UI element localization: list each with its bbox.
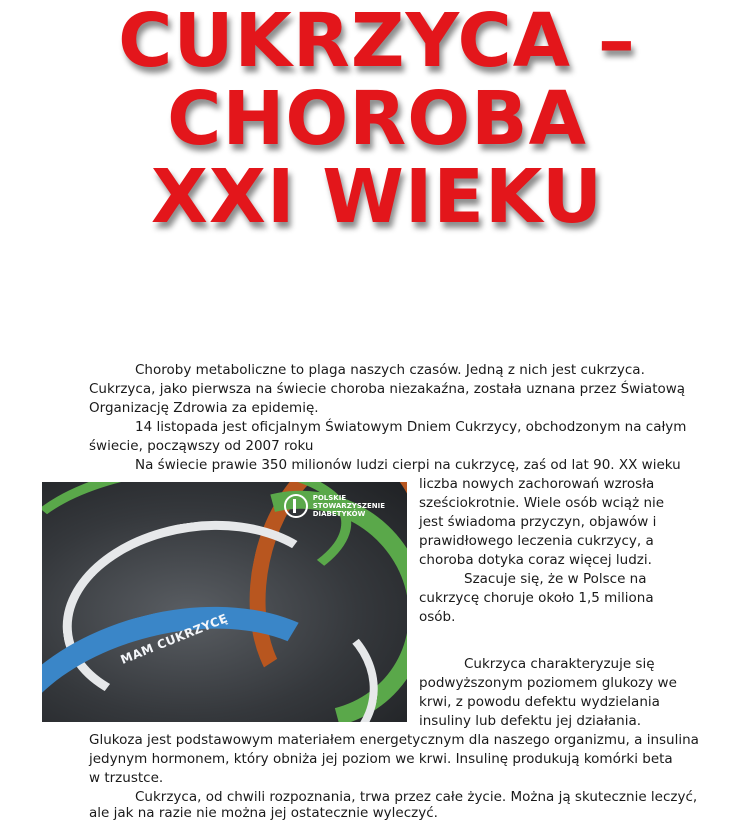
paragraph-6-line-1: Cukrzyca, od chwili rozpoznania, trwa przez całe życie. Można ją skutecznie leczyć, [135,789,698,805]
paragraph-2-line-1: 14 listopada jest oficjalnym Światowym Dniem Cukrzycy, obchodzonym na całym [135,419,687,435]
paragraph-1-line-3: Organizację Zdrowia za epidemię. [89,400,319,416]
paragraph-3-line-4: jest świadoma przyczyn, objawów i [419,514,657,530]
logo-line-1: POLSKIE [312,494,347,502]
paragraph-5-line-6: jedynym hormonem, który obniża jej poziom we krwi. Insulinę produkują komórki beta [89,751,673,767]
paragraph-5-line-3: krwi, z powodu defektu wydzielania [419,694,660,710]
paragraph-4-line-1: Szacuje się, że w Polsce na [464,571,647,587]
paragraph-2-line-2: świecie, począwszy od 2007 roku [89,438,314,454]
association-logo-icon [284,494,308,518]
title-line-1: CUKRZYCA – [118,0,636,84]
association-logo [284,494,385,518]
paragraph-4-line-3: osób. [419,609,456,625]
paragraph-5-line-7: w trzustce. [89,770,164,786]
paragraph-4-line-2: cukrzycę choruje około 1,5 miliona [419,590,654,606]
band-text: MAM CUKRZYCĘ [118,611,230,667]
wristbands-photo [42,482,407,722]
paragraph-1-line-1: Choroby metaboliczne to plaga naszych czasów. Jedną z nich jest cukrzyca. [135,362,645,378]
page-title [0,0,754,240]
paragraph-3-line-2: liczba nowych zachorowań wzrosła [419,476,655,492]
paragraph-5-line-1: Cukrzyca charakteryzuje się [464,656,655,672]
paragraph-3-line-3: sześciokrotnie. Wiele osób wciąż nie [419,495,665,511]
paragraph-6-line-2: ale jak na razie nie można jej ostatecznie wyleczyć. [89,805,438,821]
paragraph-3-line-5: prawidłowego leczenia cukrzycy, a [419,533,654,549]
title-line-3: XXI WIEKU [150,154,604,240]
paragraph-3-line-6: choroba dotyka coraz więcej ludzi. [419,552,652,568]
paragraph-5-line-2: podwyższonym poziomem glukozy we [419,675,677,691]
paragraph-5-line-4: insuliny lub defektu jej działania. [419,713,642,729]
title-line-2: CHOROBA [167,76,587,162]
logo-line-2: STOWARZYSZENIE [312,502,385,510]
paragraph-3-line-1: Na świecie prawie 350 milionów ludzi cierpi na cukrzycę, zaś od lat 90. XX wieku [135,457,681,473]
paragraph-5-line-5: Glukoza jest podstawowym materiałem energetycznym dla naszego organizmu, a insulina [89,732,699,748]
paragraph-1-line-2: Cukrzyca, jako pierwsza na świecie choroba niezakaźna, została uznana przez Światową [89,381,686,397]
logo-line-3: DIABETYKÓW [312,510,366,518]
